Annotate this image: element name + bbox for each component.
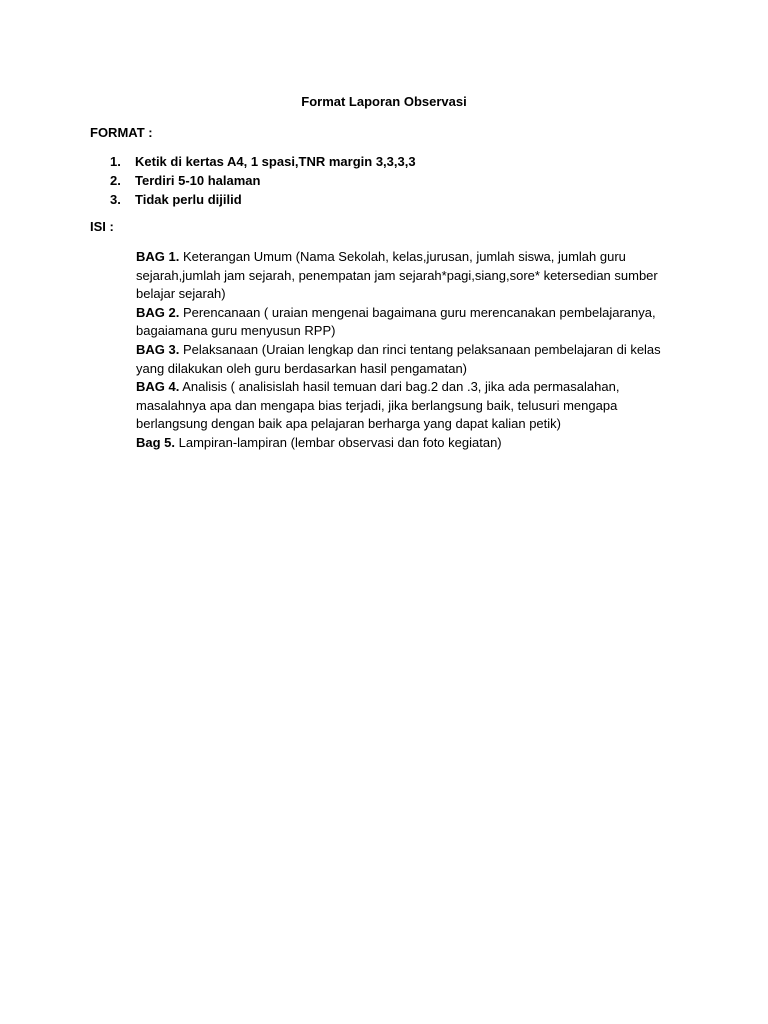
isi-label: ISI : <box>90 219 114 234</box>
format-item <box>110 190 670 209</box>
document-title: Format Laporan Observasi <box>301 94 467 109</box>
format-item-number: 2. <box>110 173 121 188</box>
format-item-text: Terdiri 5-10 halaman <box>135 173 261 188</box>
format-item-text: Tidak perlu dijilid <box>135 192 242 207</box>
bag-text: Perencanaan ( uraian mengenai bagaimana guru merencanakan pembelajaranya, bagaiamana guru menyusun RPP) <box>136 304 656 339</box>
bag-text: Keterangan Umum (Nama Sekolah, kelas,jurusan, jumlah siswa, jumlah guru sejarah,jumlah jam sejarah, penempatan jam sejarah*pagi,siang,sore* ketersedian sumber belajar sejarah) <box>136 249 658 302</box>
format-item-number: 1. <box>110 154 121 169</box>
isi-paragraph-bag-1 <box>136 248 676 304</box>
isi-paragraph-bag-4 <box>136 378 676 434</box>
bag-heading: BAG 4. <box>136 379 180 395</box>
bag-text: Analisis ( analisislah hasil temuan dari bag.2 dan .3, jika ada permasalahan, masalahnya apa dan mengapa bias terjadi, jika berlangsung baik, telusuri mengapa berlangsung dengan baik apa pelajaran berharga yang dapat kalian petik) <box>136 379 620 432</box>
isi-content <box>136 248 676 453</box>
bag-heading: BAG 3. <box>136 341 180 357</box>
format-item <box>110 152 670 171</box>
format-item-text: Ketik di kertas A4, 1 spasi,TNR margin 3,3,3,3 <box>135 154 416 169</box>
bag-text: Lampiran-lampiran (lembar observasi dan foto kegiatan) <box>175 434 502 450</box>
format-item-number: 3. <box>110 192 121 207</box>
format-item <box>110 171 670 190</box>
format-list <box>110 152 670 209</box>
isi-paragraph-bag-2 <box>136 304 676 341</box>
isi-paragraph-bag-5 <box>136 434 676 453</box>
bag-heading: BAG 2. <box>136 304 180 320</box>
bag-heading: BAG 1. <box>136 249 180 264</box>
bag-heading: Bag 5. <box>136 434 176 450</box>
format-label: FORMAT : <box>90 125 153 140</box>
isi-paragraph-bag-3 <box>136 341 676 378</box>
bag-text: Pelaksanaan (Uraian lengkap dan rinci tentang pelaksanaan pembelajaran di kelas yang dilakukan oleh guru berdasarkan hasil pengamatan) <box>136 341 661 376</box>
